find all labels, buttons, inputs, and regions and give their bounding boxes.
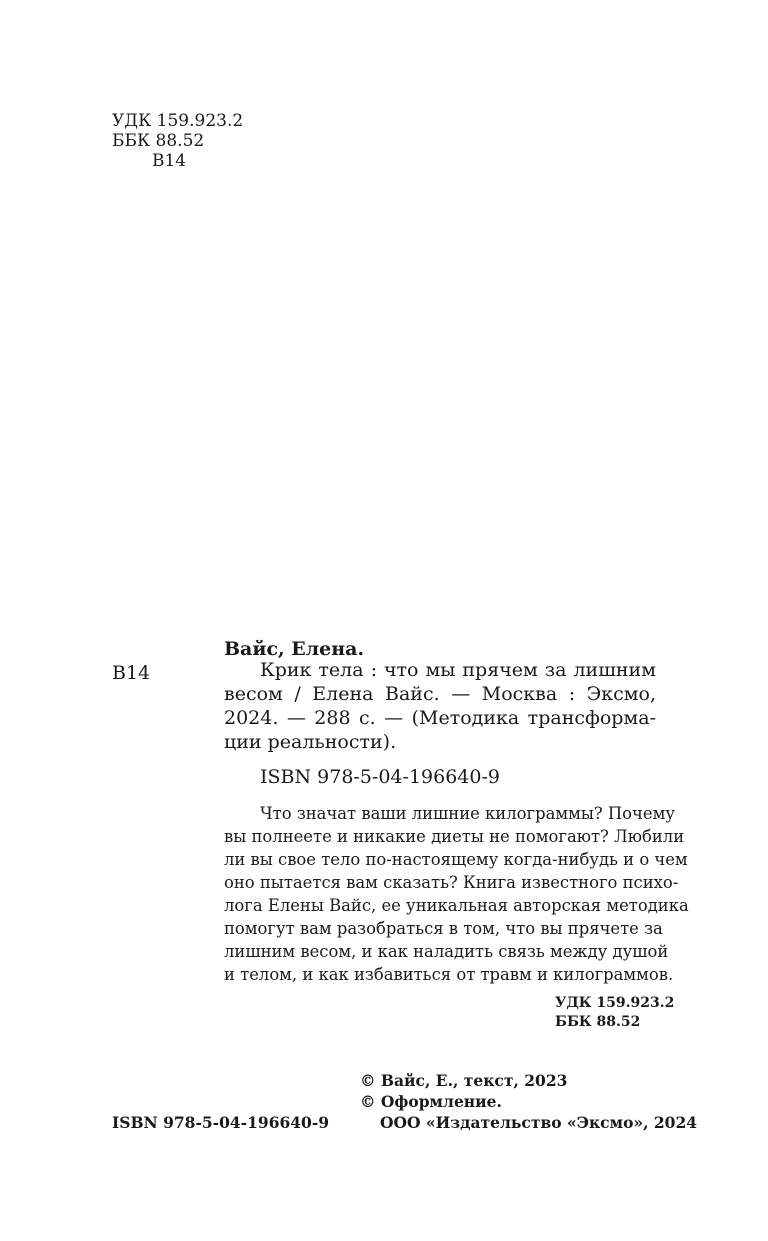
copyright-block xyxy=(360,1070,697,1133)
author-mark: В14 xyxy=(152,151,187,171)
annotation-line: вы полнеете и никакие диеты не помогают? Любили xyxy=(224,827,685,846)
description-line: Крик тела : что мы прячем за лишним xyxy=(260,659,656,681)
copyright-publisher-line: ООО «Издательство «Эксмо», 2024 xyxy=(380,1113,698,1132)
bbk-code: ББК 88.52 xyxy=(555,1014,641,1030)
copyright-design-line: © Оформление. xyxy=(360,1092,502,1111)
bbk-code: ББК 88.52 xyxy=(112,131,205,151)
record-isbn: ISBN 978-5-04-196640-9 xyxy=(260,766,500,788)
bibliographic-description xyxy=(224,658,656,754)
description-line: ции реальности). xyxy=(224,731,397,753)
annotation-line: лишним весом, и как наладить связь между душой xyxy=(224,942,669,961)
annotation-line: и телом, и как избавиться от травм и килограммов. xyxy=(224,965,674,984)
annotation xyxy=(224,802,689,986)
top-classification xyxy=(112,111,243,171)
annotation-line: оно пытается вам сказать? Книга известного психо- xyxy=(224,873,679,892)
annotation-line: лога Елены Вайс, ее уникальная авторская методика xyxy=(224,896,689,915)
udk-code: УДК 159.923.2 xyxy=(555,995,675,1011)
record-author-mark: В14 xyxy=(112,662,151,684)
description-line: 2024. — 288 с. — (Методика трансформа- xyxy=(224,707,656,729)
copyright-text-line: © Вайс, Е., текст, 2023 xyxy=(360,1071,568,1090)
author-heading: Вайс, Елена. xyxy=(224,638,365,660)
annotation-line: помогут вам разобраться в том, что вы прячете за xyxy=(224,919,663,938)
description-line: весом / Елена Вайс. — Москва : Эксмо, xyxy=(224,683,656,705)
udk-code: УДК 159.923.2 xyxy=(112,111,244,131)
isbn-bottom: ISBN 978-5-04-196640-9 xyxy=(112,1113,330,1132)
bottom-classification xyxy=(555,994,674,1032)
annotation-line: Что значат ваши лишние килограммы? Почему xyxy=(260,804,675,823)
annotation-line: ли вы свое тело по-настоящему когда-нибудь и о чем xyxy=(224,850,688,869)
